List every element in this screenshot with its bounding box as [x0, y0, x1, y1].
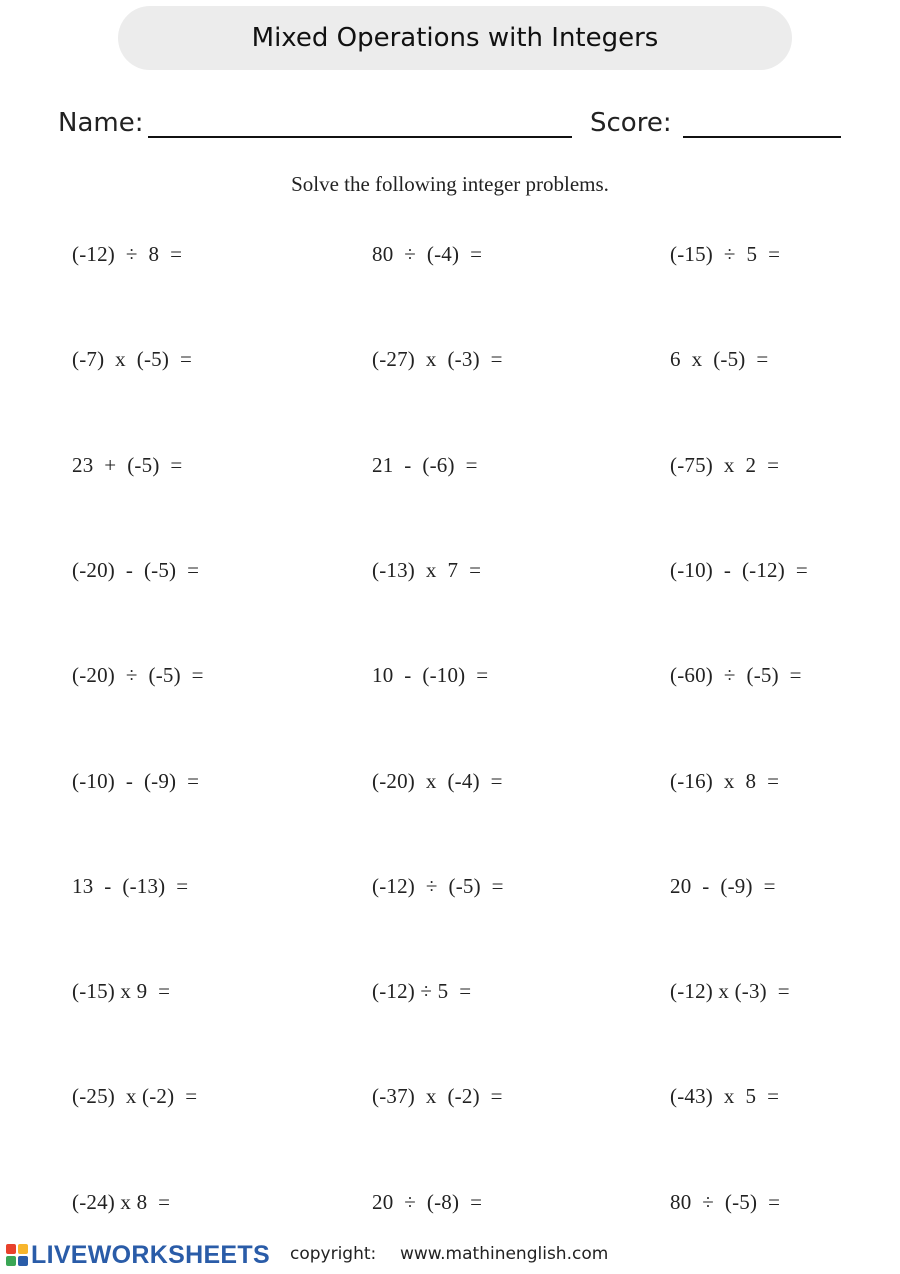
problem-3-3: (-75) x 2 = — [670, 453, 780, 477]
problem-2-2: (-27) x (-3) = — [372, 347, 503, 371]
liveworksheets-logo — [6, 1240, 270, 1270]
problem-10-1: (-24) x 8 = — [72, 1190, 171, 1214]
copyright-label: copyright: — [290, 1244, 377, 1264]
problem-1-2: 80 ÷ (-4) = — [372, 242, 483, 266]
website-link[interactable]: www.mathinenglish.com — [400, 1244, 609, 1264]
worksheet-title: Mixed Operations with Integers — [118, 6, 792, 70]
problem-9-2: (-37) x (-2) = — [372, 1084, 503, 1108]
problem-10-3: 80 ÷ (-5) = — [670, 1190, 781, 1214]
problem-8-3: (-12) x (-3) = — [670, 979, 790, 1003]
score-field[interactable] — [683, 136, 841, 138]
logo-text: LIVEWORKSHEETS — [31, 1240, 270, 1269]
problem-2-3: 6 x (-5) = — [670, 347, 769, 371]
problem-7-3: 20 - (-9) = — [670, 874, 776, 898]
liveworksheets-logo-icon — [6, 1244, 28, 1266]
problem-7-2: (-12) ÷ (-5) = — [372, 874, 504, 898]
problem-1-3: (-15) ÷ 5 = — [670, 242, 781, 266]
problem-8-1: (-15) x 9 = — [72, 979, 171, 1003]
problem-9-1: (-25) x (-2) = — [72, 1084, 198, 1108]
problem-3-1: 23 + (-5) = — [72, 453, 183, 477]
problem-10-2: 20 ÷ (-8) = — [372, 1190, 483, 1214]
problem-4-2: (-13) x 7 = — [372, 558, 482, 582]
problem-9-3: (-43) x 5 = — [670, 1084, 780, 1108]
problem-6-1: (-10) - (-9) = — [72, 769, 200, 793]
instructions: Solve the following integer problems. — [291, 172, 609, 196]
problem-5-2: 10 - (-10) = — [372, 663, 489, 687]
problem-5-1: (-20) ÷ (-5) = — [72, 663, 204, 687]
logo-square — [18, 1256, 28, 1266]
problem-6-2: (-20) x (-4) = — [372, 769, 503, 793]
name-field[interactable] — [148, 136, 572, 138]
problem-4-1: (-20) - (-5) = — [72, 558, 200, 582]
problem-8-2: (-12) ÷ 5 = — [372, 979, 472, 1003]
problem-2-1: (-7) x (-5) = — [72, 347, 193, 371]
problem-3-2: 21 - (-6) = — [372, 453, 478, 477]
problem-1-1: (-12) ÷ 8 = — [72, 242, 183, 266]
problem-5-3: (-60) ÷ (-5) = — [670, 663, 802, 687]
name-label: Name: — [58, 108, 144, 138]
logo-square — [6, 1256, 16, 1266]
problem-6-3: (-16) x 8 = — [670, 769, 780, 793]
score-label: Score: — [590, 108, 672, 138]
logo-square — [18, 1244, 28, 1254]
problem-4-3: (-10) - (-12) = — [670, 558, 808, 582]
logo-square — [6, 1244, 16, 1254]
problem-7-1: 13 - (-13) = — [72, 874, 189, 898]
